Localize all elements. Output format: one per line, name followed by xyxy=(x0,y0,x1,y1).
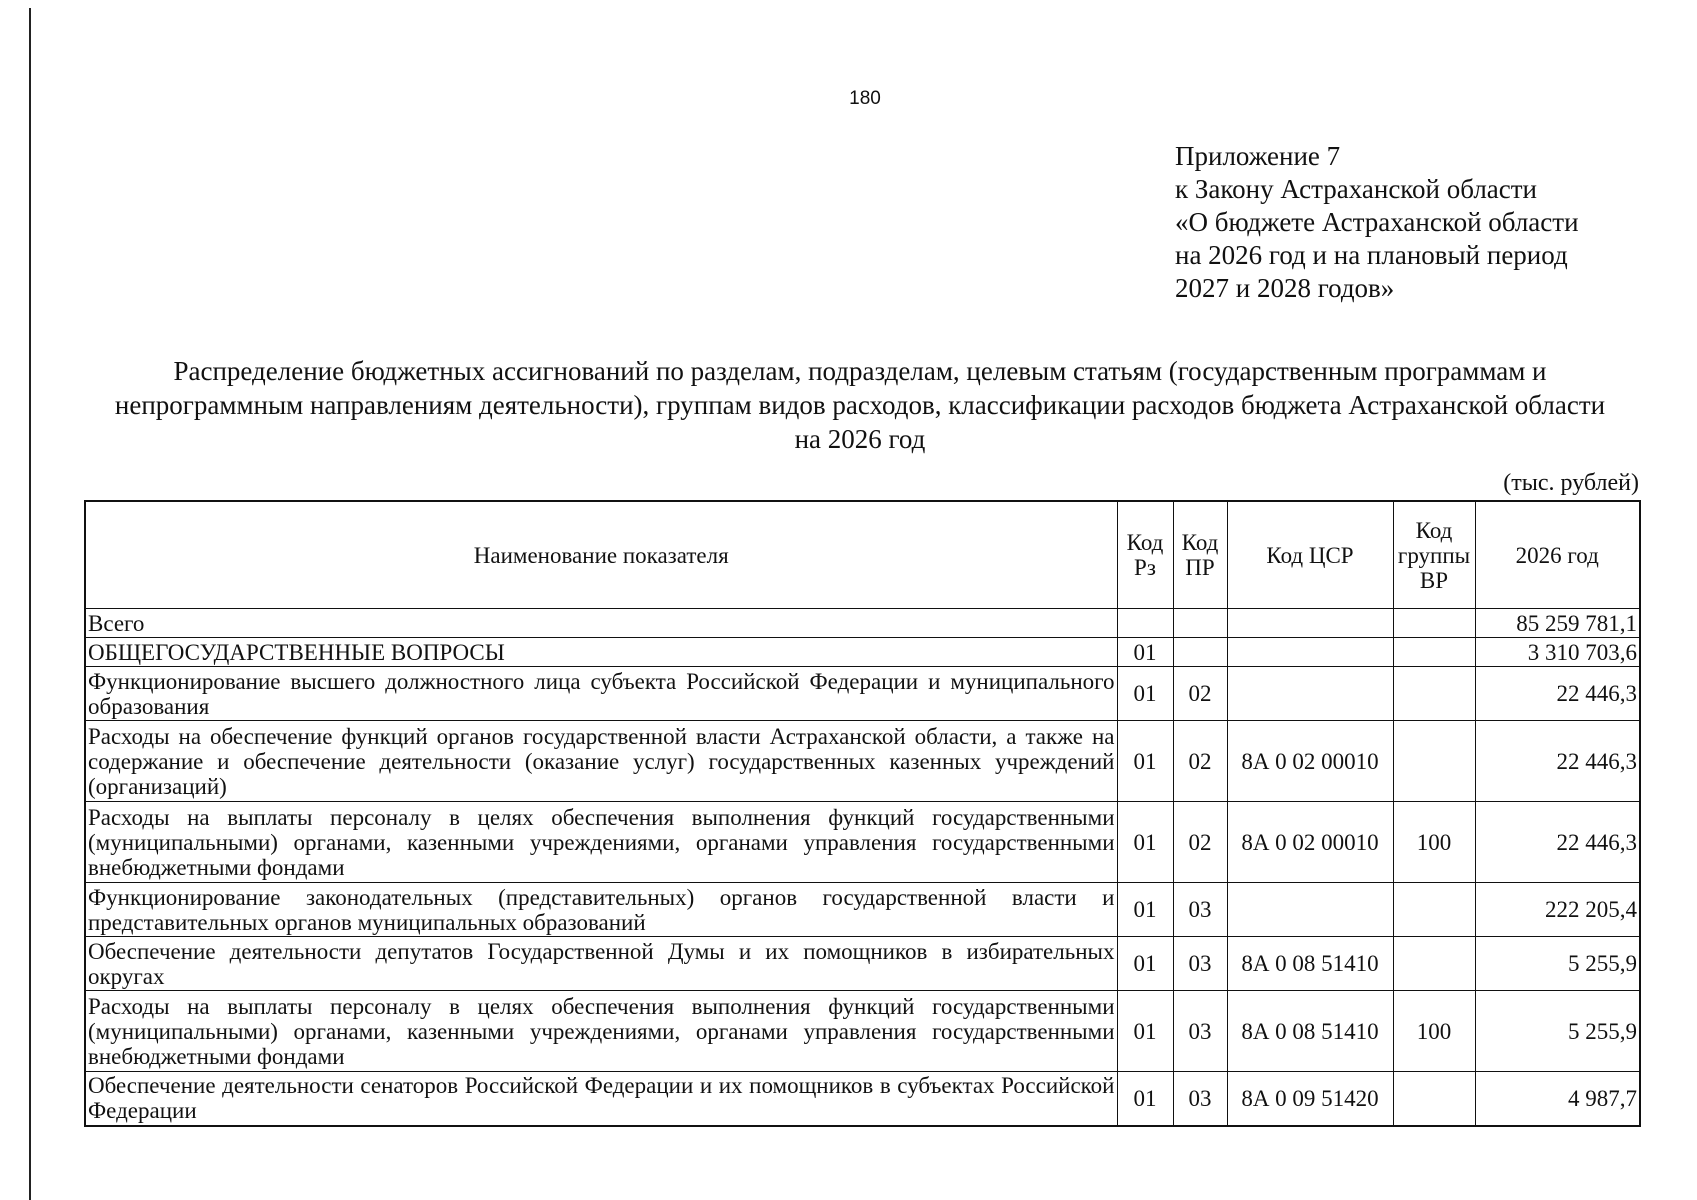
row-csr: 8А 0 02 00010 xyxy=(1227,802,1393,883)
row-amount: 22 446,3 xyxy=(1475,802,1640,883)
table-header-row xyxy=(85,501,1640,609)
header-pr: Код ПР xyxy=(1173,501,1227,609)
title-line: Распределение бюджетных ассигнований по разделам, подразделам, целевым статьям (государственным программам и xyxy=(173,356,1547,386)
row-amount: 22 446,3 xyxy=(1475,721,1640,802)
row-pr: 02 xyxy=(1173,667,1227,721)
row-name: Функционирование высшего должностного лица субъекта Российской Федерации и муниципального образования xyxy=(85,667,1117,721)
appendix-line: к Закону Астраханской области xyxy=(1175,174,1538,204)
row-vr: 100 xyxy=(1393,802,1475,883)
row-name: ОБЩЕГОСУДАРСТВЕННЫЕ ВОПРОСЫ xyxy=(85,638,1117,667)
appendix-line: «О бюджете Астраханской области xyxy=(1175,207,1579,237)
row-rz: 01 xyxy=(1117,937,1173,991)
row-rz: 01 xyxy=(1117,883,1173,937)
row-csr xyxy=(1227,667,1393,721)
table-row xyxy=(85,638,1640,667)
row-pr: 02 xyxy=(1173,802,1227,883)
table-row xyxy=(85,937,1640,991)
row-vr: 100 xyxy=(1393,991,1475,1072)
row-rz: 01 xyxy=(1117,638,1173,667)
row-csr: 8А 0 08 51410 xyxy=(1227,991,1393,1072)
row-amount: 22 446,3 xyxy=(1475,667,1640,721)
appendix-line: 2027 и 2028 годов» xyxy=(1175,273,1395,303)
row-name: Обеспечение деятельности депутатов Государственной Думы и их помощников в избирательных округах xyxy=(85,937,1117,991)
row-pr: 03 xyxy=(1173,883,1227,937)
row-vr xyxy=(1393,667,1475,721)
title-line: непрограммным направлениям деятельности), группам видов расходов, классификации расходов бюджета Астраханской области xyxy=(114,390,1606,420)
row-amount: 5 255,9 xyxy=(1475,937,1640,991)
header-rz: Код Рз xyxy=(1117,501,1173,609)
row-rz: 01 xyxy=(1117,802,1173,883)
row-pr xyxy=(1173,609,1227,638)
row-name: Расходы на обеспечение функций органов государственной власти Астраханской области, а также на содержание и обеспечение деятельности (оказание услуг) государственных казенных учреждений (организаций) xyxy=(85,721,1117,802)
table-row xyxy=(85,883,1640,937)
row-pr xyxy=(1173,638,1227,667)
row-csr: 8А 0 02 00010 xyxy=(1227,721,1393,802)
row-pr: 03 xyxy=(1173,991,1227,1072)
row-amount: 5 255,9 xyxy=(1475,991,1640,1072)
row-amount: 3 310 703,6 xyxy=(1475,638,1640,667)
page-margin-line xyxy=(29,8,31,1200)
row-pr: 03 xyxy=(1173,1072,1227,1126)
row-amount: 4 987,7 xyxy=(1475,1072,1640,1126)
row-pr: 02 xyxy=(1173,721,1227,802)
row-csr xyxy=(1227,638,1393,667)
table-row xyxy=(85,991,1640,1072)
table-row xyxy=(85,802,1640,883)
row-name: Обеспечение деятельности сенаторов Российской Федерации и их помощников в субъектах Российской Федерации xyxy=(85,1072,1117,1126)
header-name: Наименование показателя xyxy=(85,501,1117,609)
document-title xyxy=(80,354,1640,456)
row-csr xyxy=(1227,609,1393,638)
row-rz: 01 xyxy=(1117,1072,1173,1126)
row-vr xyxy=(1393,638,1475,667)
appendix-block xyxy=(1175,140,1655,305)
row-name: Расходы на выплаты персоналу в целях обеспечения выполнения функций государственными (муниципальными) органами, казенными учреждениями, органами управления государственными внебюджетными фондами xyxy=(85,991,1117,1072)
budget-table xyxy=(84,500,1641,1127)
row-csr: 8А 0 08 51410 xyxy=(1227,937,1393,991)
row-vr xyxy=(1393,937,1475,991)
row-vr xyxy=(1393,609,1475,638)
row-rz: 01 xyxy=(1117,667,1173,721)
row-rz xyxy=(1117,609,1173,638)
table-row xyxy=(85,1072,1640,1126)
unit-label: (тыс. рублей) xyxy=(1503,470,1639,496)
table-row xyxy=(85,609,1640,638)
row-csr xyxy=(1227,883,1393,937)
row-name: Расходы на выплаты персоналу в целях обеспечения выполнения функций государственными (муниципальными) органами, казенными учреждениями, органами управления государственными внебюджетными фондами xyxy=(85,802,1117,883)
header-vr: Код группы ВР xyxy=(1393,501,1475,609)
row-pr: 03 xyxy=(1173,937,1227,991)
title-line: на 2026 год xyxy=(794,424,926,454)
table-row xyxy=(85,667,1640,721)
table-row xyxy=(85,721,1640,802)
row-amount: 85 259 781,1 xyxy=(1475,609,1640,638)
header-csr: Код ЦСР xyxy=(1227,501,1393,609)
row-rz: 01 xyxy=(1117,721,1173,802)
row-amount: 222 205,4 xyxy=(1475,883,1640,937)
row-rz: 01 xyxy=(1117,991,1173,1072)
header-year: 2026 год xyxy=(1475,501,1640,609)
row-vr xyxy=(1393,883,1475,937)
appendix-line: Приложение 7 xyxy=(1175,141,1341,171)
page-number: 180 xyxy=(849,88,881,109)
row-csr: 8А 0 09 51420 xyxy=(1227,1072,1393,1126)
row-name: Всего xyxy=(85,609,1117,638)
row-vr xyxy=(1393,721,1475,802)
appendix-line: на 2026 год и на плановый период xyxy=(1175,240,1568,270)
row-vr xyxy=(1393,1072,1475,1126)
row-name: Функционирование законодательных (представительных) органов государственной власти и представительных органов муниципальных образований xyxy=(85,883,1117,937)
